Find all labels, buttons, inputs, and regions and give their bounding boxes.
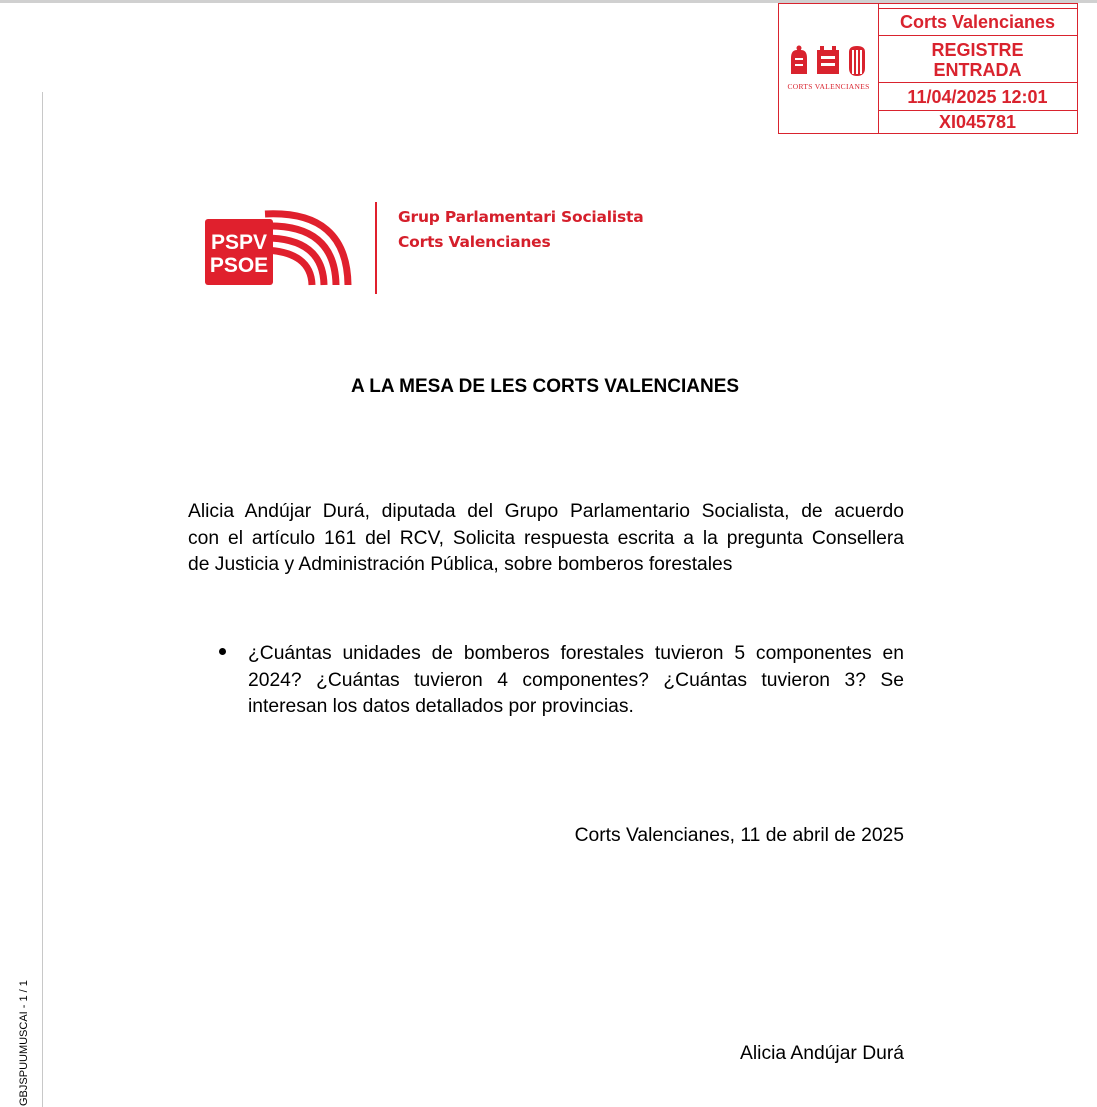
- signature-name: Alicia Andújar Durá: [740, 1043, 904, 1064]
- party-divider: [375, 202, 377, 294]
- intro-line: con el artículo 161 del RCV, Solicita respuesta escrita a la pregunta Consellera: [188, 527, 904, 549]
- pspv-psoe-logo: [205, 210, 353, 292]
- group-name-line1: Grup Parlamentari Socialista: [398, 208, 644, 226]
- question-item: [248, 641, 904, 721]
- group-name-line2: Corts Valencianes: [398, 233, 551, 251]
- logo-line-psoe: PSOE: [209, 254, 269, 277]
- question-line: 2024? ¿Cuántas tuvieron 4 componentes? ¿Cuántas tuvieron 3? Se: [248, 669, 904, 691]
- side-document-code: GBJSPUUMUSCAI - 1 / 1: [18, 980, 30, 1106]
- place-date: Corts Valencianes, 11 de abril de 2025: [574, 825, 904, 846]
- stamp-register-line1: REGISTRE: [931, 40, 1024, 60]
- question-line: interesan los datos detallados por provincias.: [248, 696, 634, 718]
- stamp-institution: Corts Valencianes: [878, 8, 1077, 36]
- stamp-logo-caption: CORTS VALENCIANES: [787, 82, 870, 91]
- page-left-rule: [42, 92, 43, 1107]
- stamp-register-line2: ENTRADA: [933, 60, 1022, 80]
- bullet-icon: [219, 648, 226, 655]
- intro-paragraph: [188, 499, 904, 579]
- document-heading: A LA MESA DE LES CORTS VALENCIANES: [350, 376, 740, 397]
- registry-stamp: [778, 3, 1078, 134]
- intro-line: de Justicia y Administración Pública, sobre bomberos forestales: [188, 554, 733, 576]
- stamp-entry-number: XI045781: [938, 112, 1017, 132]
- question-line: ¿Cuántas unidades de bomberos forestales tuvieron 5 componentes en: [248, 643, 904, 664]
- stamp-datetime: 11/04/2025 12:01: [878, 83, 1077, 111]
- logo-line-pspv: PSPV: [210, 231, 268, 254]
- intro-line: Alicia Andújar Durá, diputada del Grupo Parlamentario Socialista, de acuerdo: [188, 501, 904, 522]
- party-rainbow-icon: [205, 210, 353, 287]
- party-group-name: [398, 205, 644, 255]
- stamp-register-type: [878, 36, 1077, 83]
- corts-emblem-icon: [787, 44, 869, 78]
- corts-logo: [779, 4, 879, 133]
